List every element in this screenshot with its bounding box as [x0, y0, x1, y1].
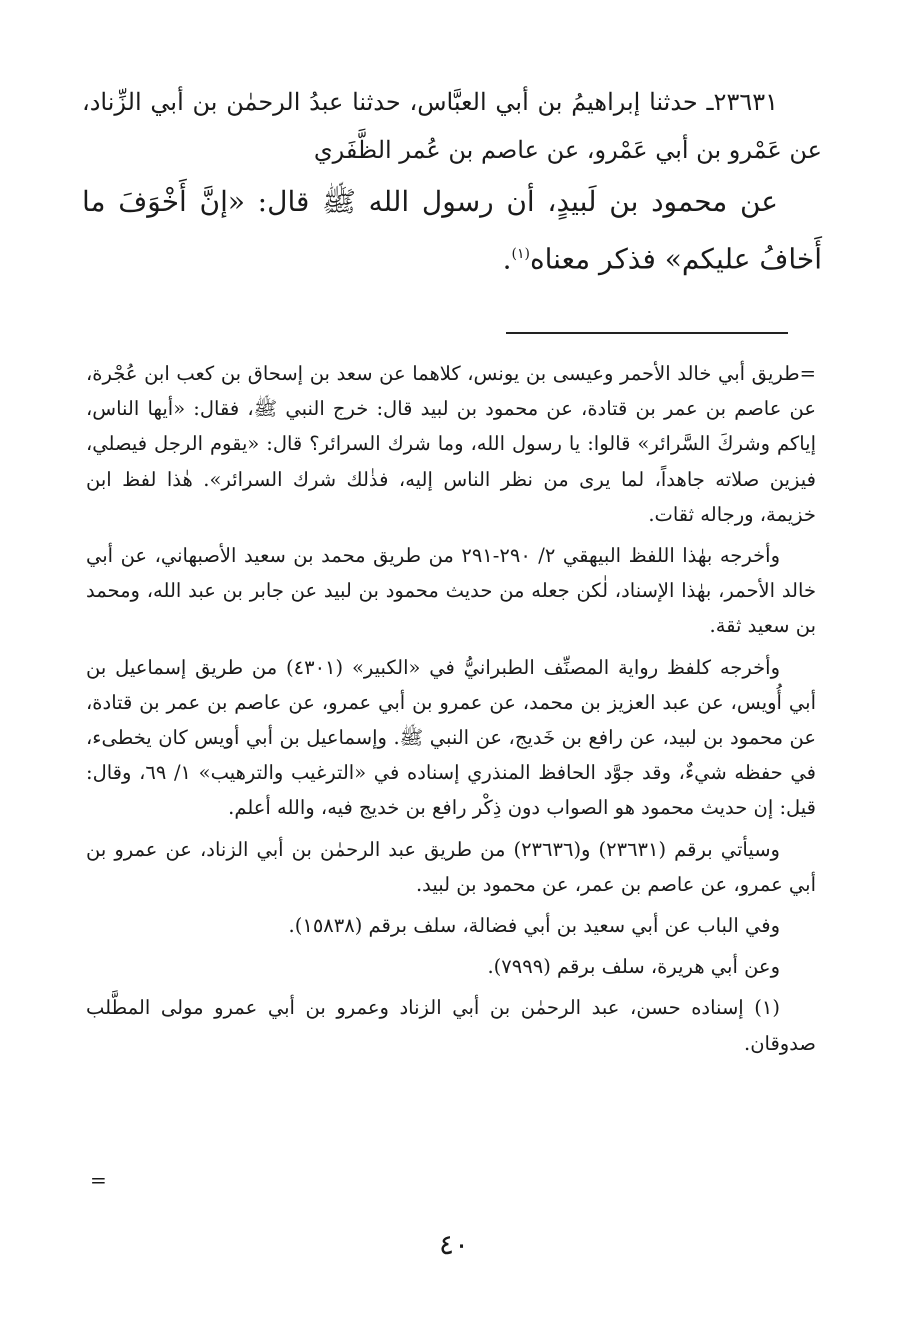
footnote-separator	[506, 332, 788, 334]
page-number: ٤٠	[438, 1228, 470, 1261]
footnote-paragraph: =طريق أبي خالد الأحمر وعيسى بن يونس، كلاهما عن سعد بن إسحاق بن كعب ابن عُجْرة، عن عاصم بن عمر بن قتادة، عن محمود بن لبيد قال: خرج النبي ﷺ، فقال: «أيها الناس، إياكم وشركَ السَّرائر» قالوا: يا رسول الله، وما شرك السرائر؟ قال: «يقوم الرجل فيصلي، فيزين صلاته جاهداً، لما يرى من نظر الناس إليه، فذٰلك شرك السرائر». هٰذا لفظ ابن خزيمة، ورجاله ثقات.	[86, 362, 816, 526]
footnote-paragraph: وفي الباب عن أبي سعيد بن أبي فضالة، سلف برقم (١٥٨٣٨).	[288, 914, 780, 938]
main-hadith-text	[82, 78, 822, 285]
continuation-mark: =	[90, 1168, 107, 1192]
footnote-reference: (١)	[511, 246, 530, 262]
footnote-paragraph: وسيأتي برقم (٢٣٦٣١) و(٢٣٦٣٦) من طريق عبد الرحمٰن بن أبي الزناد، عن عمرو بن أبي عمرو، عن عاصم بن عمر، عن محمود بن لبيد.	[86, 837, 816, 896]
hadith-matn	[82, 176, 822, 285]
hadith-matn-text: عن محمود بن لَبيدٍ، أن رسول الله ﷺ قال: «إنَّ أَخْوَفَ ما أَخافُ عليكم» فذكر معناه	[82, 185, 822, 276]
hadith-matn-end: .	[502, 242, 512, 276]
footnote-paragraph: وعن أبي هريرة، سلف برقم (٧٩٩٩).	[487, 955, 780, 979]
hadith-chain: ٢٣٦٣١ـ حدثنا إبراهيمُ بن أبي العبَّاس، حدثنا عبدُ الرحمٰن بن أبي الزِّناد، عن عَمْرو بن أبي عَمْرو، عن عاصم بن عُمر الظَّفَري	[82, 88, 822, 164]
footnotes-section	[86, 356, 816, 1067]
footnote-paragraph: (١) إسناده حسن، عبد الرحمٰن بن أبي الزناد وعمرو بن أبي عمرو مولى المطَّلب صدوقان.	[86, 996, 816, 1055]
footnote-paragraph: وأخرجه كلفظ رواية المصنِّف الطبرانيُّ في «الكبير» (٤٣٠١) من طريق إسماعيل بن أبي أُويس، عن عبد العزيز بن محمد، عن عمرو بن أبي عمرو، عن عاصم بن عمر بن قتادة، عن محمود بن لبيد، عن رافع بن خَديج، عن النبي ﷺ. وإسماعيل بن أبي أويس كان يخطىء، في حفظه شيءٌ، وقد جوَّد الحافظ المنذري إسناده في «الترغيب والترهيب» ١/ ٦٩، وقال: قيل: إن حديث محمود هو الصواب دون ذِكْر رافع بن خديج فيه، والله أعلم.	[86, 655, 816, 820]
footnote-paragraph: وأخرجه بهٰذا اللفظ البيهقي ٢/ ٢٩٠-٢٩١ من طريق محمد بن سعيد الأصبهاني، عن أبي خالد الأحمر، بهٰذا الإسناد، لٰكن جعله من حديث محمود بن لبيد عن جابر بن عبد الله، ومحمد بن سعيد ثقة.	[86, 544, 816, 638]
